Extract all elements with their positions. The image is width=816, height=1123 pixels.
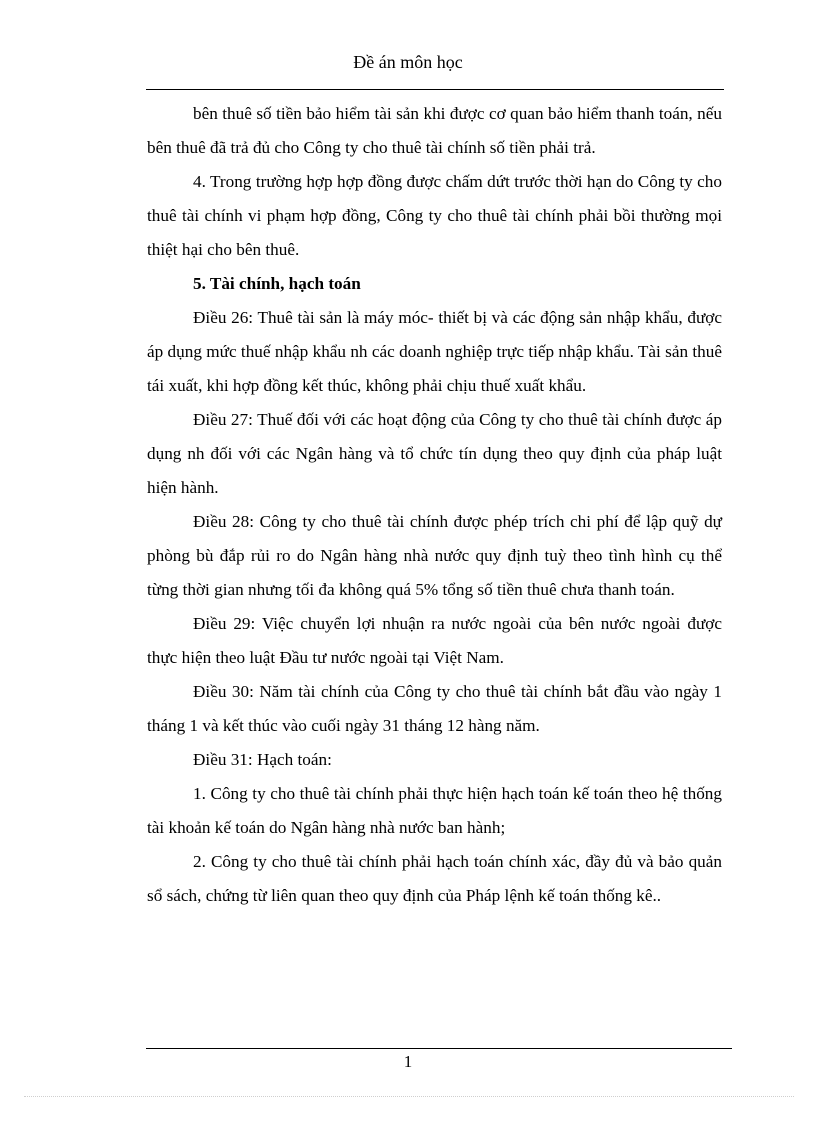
page-header-title: Đề án môn học xyxy=(353,52,463,72)
paragraph-accounting-item-1: 1. Công ty cho thuê tài chính phải thực hiện hạch toán kế toán theo hệ thống tài khoản kế toán do Ngân hàng nhà nước ban hành; xyxy=(147,784,722,837)
page-number: 1 xyxy=(403,1052,413,1071)
page-bottom-edge xyxy=(24,1096,794,1097)
paragraph-insurance-payment: bên thuê số tiền bảo hiểm tài sản khi được cơ quan bảo hiểm thanh toán, nếu bên thuê đã trả đủ cho Công ty cho thuê tài chính số tiền phải trả. xyxy=(147,104,722,157)
header-divider xyxy=(146,89,724,90)
paragraph-item-4: 4. Trong trường hợp hợp đồng được chấm dứt trước thời hạn do Công ty cho thuê tài chính vi phạm hợp đồng, Công ty cho thuê tài chính phải bồi thường mọi thiệt hại cho bên thuê. xyxy=(147,172,722,259)
footer-divider xyxy=(146,1048,732,1049)
document-body xyxy=(147,97,722,913)
paragraph-article-26: Điều 26: Thuê tài sản là máy móc- thiết bị và các động sản nhập khẩu, được áp dụng mức thuế nhập khẩu nh các doanh nghiệp trực tiếp nhập khẩu. Tài sản thuê tái xuất, khi hợp đồng kết thúc, không phải chịu thuế xuất khẩu. xyxy=(147,308,722,395)
paragraph-article-30: Điều 30: Năm tài chính của Công ty cho thuê tài chính bắt đầu vào ngày 1 tháng 1 và kết thúc vào cuối ngày 31 tháng 12 hàng năm. xyxy=(147,682,722,735)
paragraph-article-27: Điều 27: Thuế đối với các hoạt động của Công ty cho thuê tài chính được áp dụng nh đối với các Ngân hàng và tổ chức tín dụng theo quy định của pháp luật hiện hành. xyxy=(147,410,722,497)
paragraph-accounting-item-2: 2. Công ty cho thuê tài chính phải hạch toán chính xác, đầy đủ và bảo quản sổ sách, chứng từ liên quan theo quy định của Pháp lệnh kế toán thống kê.. xyxy=(147,852,722,905)
paragraph-article-29: Điều 29: Việc chuyển lợi nhuận ra nước ngoài của bên nước ngoài được thực hiện theo luật Đầu tư nước ngoài tại Việt Nam. xyxy=(147,614,722,667)
paragraph-article-31: Điều 31: Hạch toán: xyxy=(193,750,332,769)
section-heading-finance: 5. Tài chính, hạch toán xyxy=(193,274,361,293)
paragraph-article-28: Điều 28: Công ty cho thuê tài chính được phép trích chi phí để lập quỹ dự phòng bù đắp rủi ro do Ngân hàng nhà nước quy định tuỳ theo tình hình cụ thể từng thời gian nhưng tối đa không quá 5% tổng số tiền thuê chưa thanh toán. xyxy=(147,512,722,599)
